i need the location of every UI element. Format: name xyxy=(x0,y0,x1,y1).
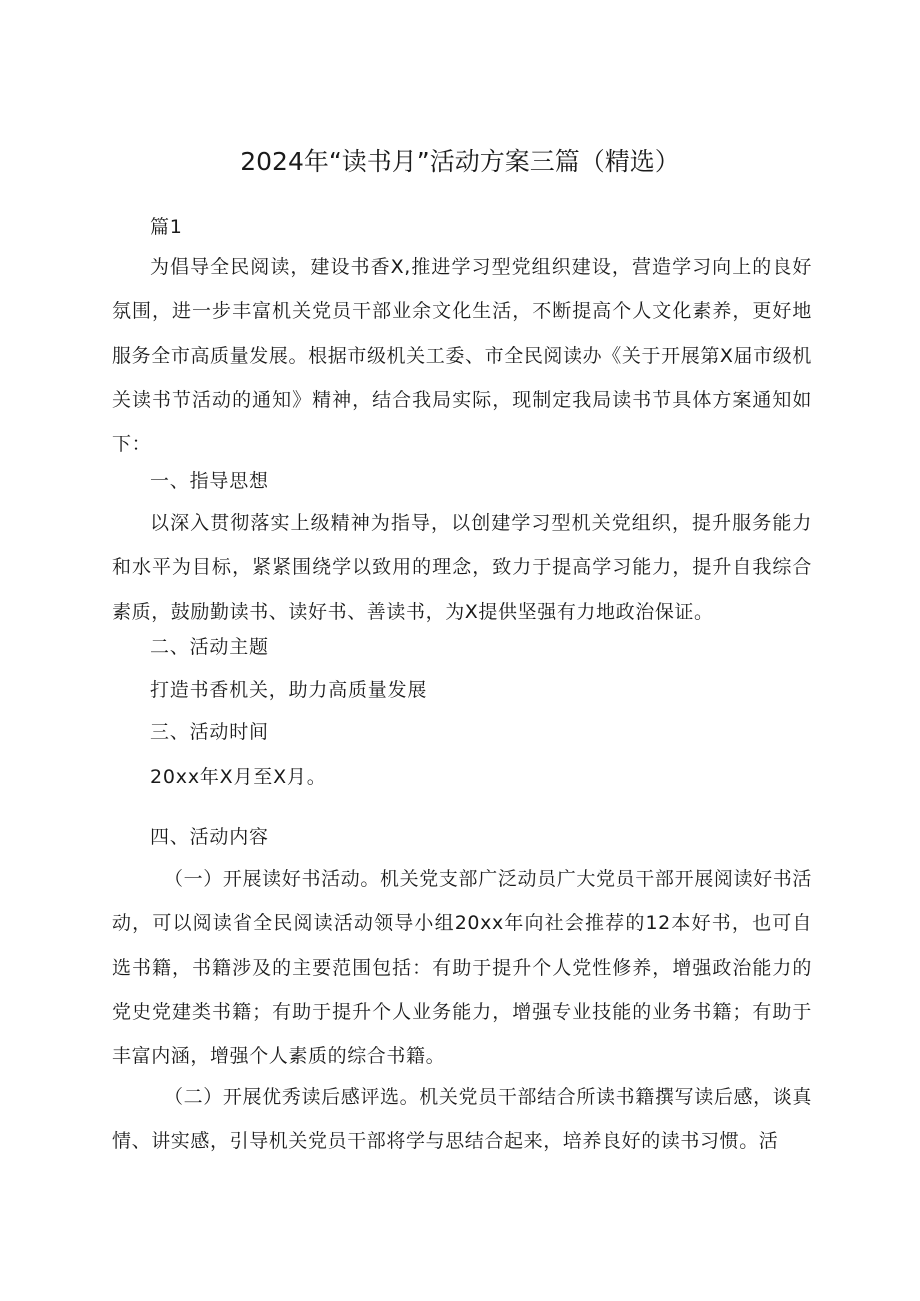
heading-guiding-thought: 一、指导思想 xyxy=(150,470,269,492)
content-item-2: （二）开展优秀读后感评选。机关党员干部结合所读书籍撰写读后感，谈真情、讲实感，引导机关党员干部将学与思结合起来，培养良好的读书习惯。活 xyxy=(112,1086,812,1153)
intro-paragraph: 为倡导全民阅读，建设书香X,推进学习型党组织建设，营造学习向上的良好氛围，进一步丰富机关党员干部业余文化生活，不断提高个人文化素养，更好地服务全市高质量发展。根据市级机关工委、市全民阅读办《关于开展第X届市级机关读书节活动的通知》精神，结合我局实际，现制定我局读书节具体方案通知如下： xyxy=(112,256,812,456)
heading-activity-theme: 二、活动主题 xyxy=(150,636,269,658)
heading-activity-content: 四、活动内容 xyxy=(150,826,269,848)
guiding-thought-paragraph: 以深入贯彻落实上级精神为指导，以创建学习型机关党组织，提升服务能力和水平为目标，紧紧围绕学以致用的理念，致力于提高学习能力，提升自我综合素质，鼓励勤读书、读好书、善读书，为X提供坚强有力地政治保证。 xyxy=(112,512,812,623)
activity-time-text: 20xx年X月至X月。 xyxy=(150,766,327,788)
content-item-1: （一）开展读好书活动。机关党支部广泛动员广大党员干部开展阅读好书活动，可以阅读省全民阅读活动领导小组20xx年向社会推荐的12本好书，也可自选书籍，书籍涉及的主要范围包括：有助于提升个人党性修养，增强政治能力的党史党建类书籍；有助于提升个人业务能力，增强专业技能的业务书籍；有助于丰富内涵，增强个人素质的综合书籍。 xyxy=(112,868,812,1068)
heading-activity-time: 三、活动时间 xyxy=(150,721,269,743)
activity-theme-text: 打造书香机关，助力高质量发展 xyxy=(150,679,428,701)
document-title: 2024年“读书月”活动方案三篇（精选） xyxy=(240,147,680,176)
section-label: 篇1 xyxy=(150,216,183,238)
